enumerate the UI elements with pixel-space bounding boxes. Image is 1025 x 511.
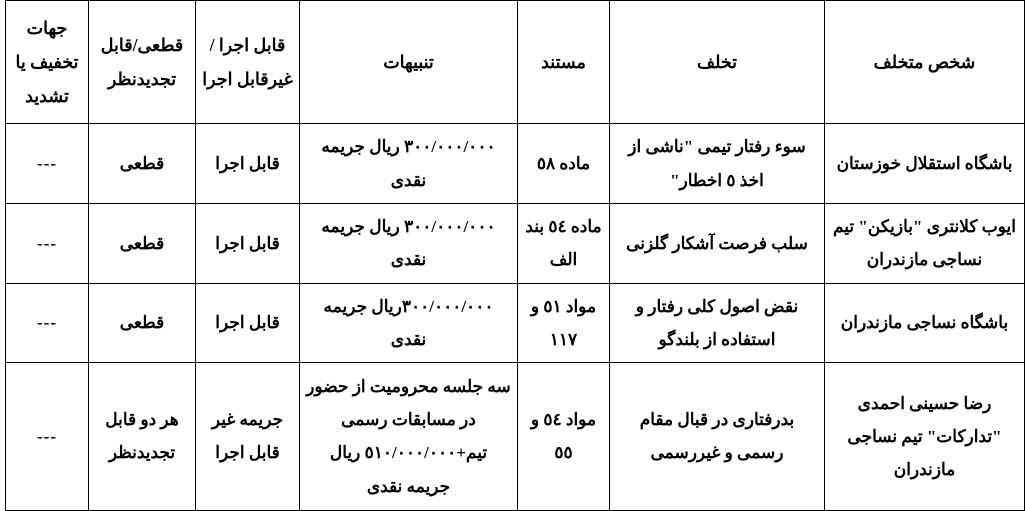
column-header-document: مستند <box>518 1 610 124</box>
cell-penalty: ٣٠٠/٠٠٠/٠٠٠ ریال جریمه نقدی <box>300 203 518 283</box>
cell-document: مواد ٥١ و ١١٧ <box>518 283 610 362</box>
table-row <box>6 283 1025 362</box>
cell-offense: نقض اصول کلی رفتار و استفاده از بلندگو <box>610 283 825 362</box>
cell-executable: جریمه غیر قابل اجرا <box>196 362 300 510</box>
cell-mitigation: --- <box>6 283 89 362</box>
cell-mitigation: --- <box>6 203 89 283</box>
column-header-mitigation: جهات تخفیف یا تشدید <box>6 1 89 124</box>
cell-person: باشگاه استقلال خوزستان <box>825 124 1025 203</box>
cell-final: هر دو قابل تجدیدنظر <box>89 362 196 510</box>
table-row <box>6 124 1025 203</box>
cell-person: ایوب کلانتری "بازیکن" تیم نساجی مازندران <box>825 203 1025 283</box>
table-header <box>6 1 1025 124</box>
cell-document: ماده ٥٤ بند الف <box>518 203 610 283</box>
cell-final: قطعی <box>89 124 196 203</box>
cell-penalty: ٣٠٠/٠٠٠/٠٠٠ریال جریمه نقدی <box>300 283 518 362</box>
cell-offense: سوء رفتار تیمی "ناشی از اخذ ٥ اخطار" <box>610 124 825 203</box>
cell-final: قطعی <box>89 283 196 362</box>
cell-person: رضا حسینی احمدی "تدارکات" تیم نساجی مازندران <box>825 362 1025 510</box>
cell-executable: قابل اجرا <box>196 203 300 283</box>
cell-executable: قابل اجرا <box>196 124 300 203</box>
table-row <box>6 203 1025 283</box>
cell-person: باشگاه نساجی مازندران <box>825 283 1025 362</box>
table-body <box>6 124 1025 511</box>
column-header-executable: قابل اجرا /غیرقابل اجرا <box>196 1 300 124</box>
column-header-offense: تخلف <box>610 1 825 124</box>
cell-final: قطعی <box>89 203 196 283</box>
cell-mitigation: --- <box>6 124 89 203</box>
cell-penalty: سه جلسه محرومیت از حضور در مسابقات رسمی تیم+٥١٠/٠٠٠/٠٠٠ ریال جریمه نقدی <box>300 362 518 510</box>
disciplinary-decisions-table <box>5 0 1025 511</box>
cell-document: ماده ٥٨ <box>518 124 610 203</box>
column-header-final: قطعی/قابل تجدیدنظر <box>89 1 196 124</box>
cell-offense: بدرفتاری در قبال مقام رسمی و غیررسمی <box>610 362 825 510</box>
cell-mitigation: --- <box>6 362 89 510</box>
cell-offense: سلب فرصت آشکار گلزنی <box>610 203 825 283</box>
cell-executable: قابل اجرا <box>196 283 300 362</box>
table-header-row <box>6 1 1025 124</box>
column-header-person: شخص متخلف <box>825 1 1025 124</box>
cell-penalty: ٣٠٠/٠٠٠/٠٠٠ ریال جریمه نقدی <box>300 124 518 203</box>
table-row <box>6 362 1025 510</box>
column-header-penalty: تنبیهات <box>300 1 518 124</box>
cell-document: مواد ٥٤ و ٥٥ <box>518 362 610 510</box>
